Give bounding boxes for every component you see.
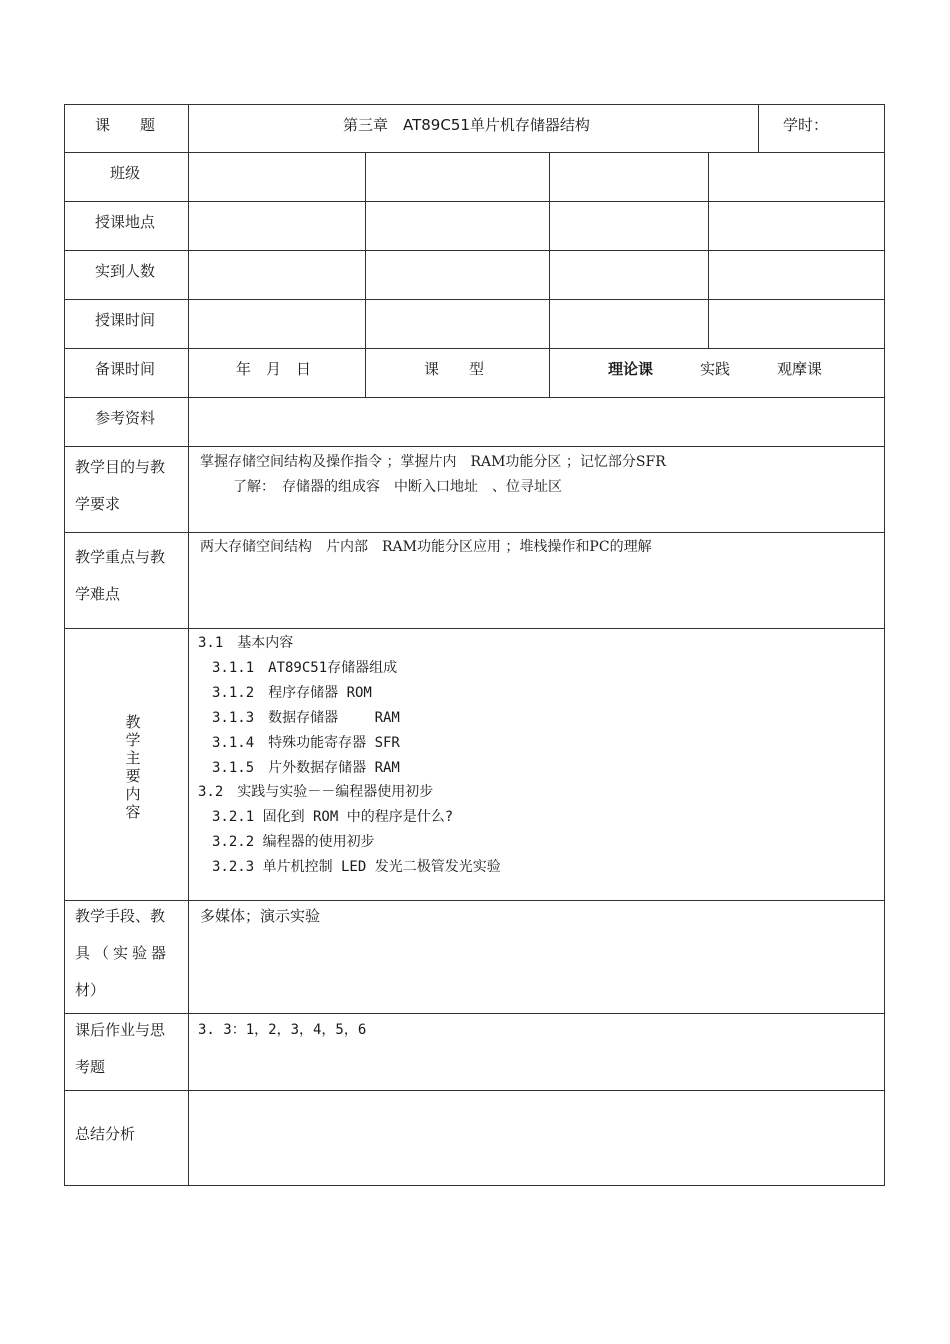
- summary-label: 总结分析: [75, 1125, 136, 1143]
- class-type-label: 课 型: [424, 360, 485, 378]
- homework-label-line2: 考题: [75, 1058, 106, 1076]
- goal-label-line2: 学要求: [75, 495, 121, 513]
- goal-text-line1: 掌握存储空间结构及操作指令 ；掌握片内 RAM功能分区 ；记忆部分SFR: [200, 454, 666, 470]
- title-label: 课 题: [95, 116, 156, 134]
- content-item: 3.2 实践与实验－－编程器使用初步: [198, 784, 434, 800]
- table-divider: [188, 104, 189, 1186]
- class-type-practice: 实践: [700, 360, 731, 378]
- content-item: 3.1.1 AT89C51存储器组成: [198, 660, 398, 676]
- prep-time-label: 备课时间: [95, 360, 156, 378]
- means-label-line1: 教学手段、教: [75, 907, 166, 925]
- key-label-line1: 教学重点与教: [75, 548, 166, 566]
- content-item: 3.1.5 片外数据存储器 RAM: [198, 760, 400, 776]
- content-item: 3.1.4 特殊功能寄存器 SFR: [198, 735, 400, 751]
- table-divider: [758, 104, 759, 152]
- class-label: 班级: [110, 164, 141, 182]
- table-border: [884, 104, 885, 1186]
- content-item: 3.1 基本内容: [198, 635, 294, 651]
- prep-date: 年 月 日: [236, 360, 312, 378]
- content-item: 3.2.3 单片机控制 LED 发光二极管发光实验: [198, 859, 501, 875]
- content-item: 3.2.1 固化到 ROM 中的程序是什么?: [198, 809, 454, 825]
- class-type-theory: 理论课: [608, 360, 654, 378]
- table-divider: [708, 152, 709, 348]
- content-item: 3.1.3 数据存储器 RAM: [198, 710, 400, 726]
- content-label: 教学主要内容: [125, 713, 141, 821]
- means-label-line2: 具（实验器: [75, 944, 171, 962]
- means-label-line3: 材）: [75, 981, 106, 999]
- means-text: 多媒体；演示实验: [200, 907, 321, 925]
- content-item: 3.2.2 编程器的使用初步: [198, 834, 375, 850]
- goal-label-line1: 教学目的与教: [75, 458, 166, 476]
- table-divider: [549, 152, 550, 397]
- time-label: 授课时间: [95, 311, 156, 329]
- class-type-observation: 观摩课: [777, 360, 823, 378]
- key-label-line2: 学难点: [75, 585, 121, 603]
- hours-label: 学时：: [783, 116, 829, 134]
- key-text: 两大存储空间结构 片内部 RAM功能分区应用 ；堆栈操作和PC的理解: [200, 539, 652, 555]
- reference-label: 参考资料: [95, 409, 156, 427]
- goal-text-line2: 了解： 存储器的组成容 中断入口地址 、位寻址区: [233, 479, 562, 495]
- homework-label-line1: 课后作业与思: [75, 1021, 166, 1039]
- chapter-title: 第三章 AT89C51单片机存储器结构: [343, 116, 590, 134]
- table-divider: [365, 152, 366, 397]
- homework-text: 3. 3：1，2，3，4，5，6: [198, 1022, 367, 1038]
- attendance-label: 实到人数: [95, 262, 156, 280]
- place-label: 授课地点: [95, 213, 156, 231]
- content-item: 3.1.2 程序存储器 ROM: [198, 685, 372, 701]
- table-border: [64, 104, 65, 1186]
